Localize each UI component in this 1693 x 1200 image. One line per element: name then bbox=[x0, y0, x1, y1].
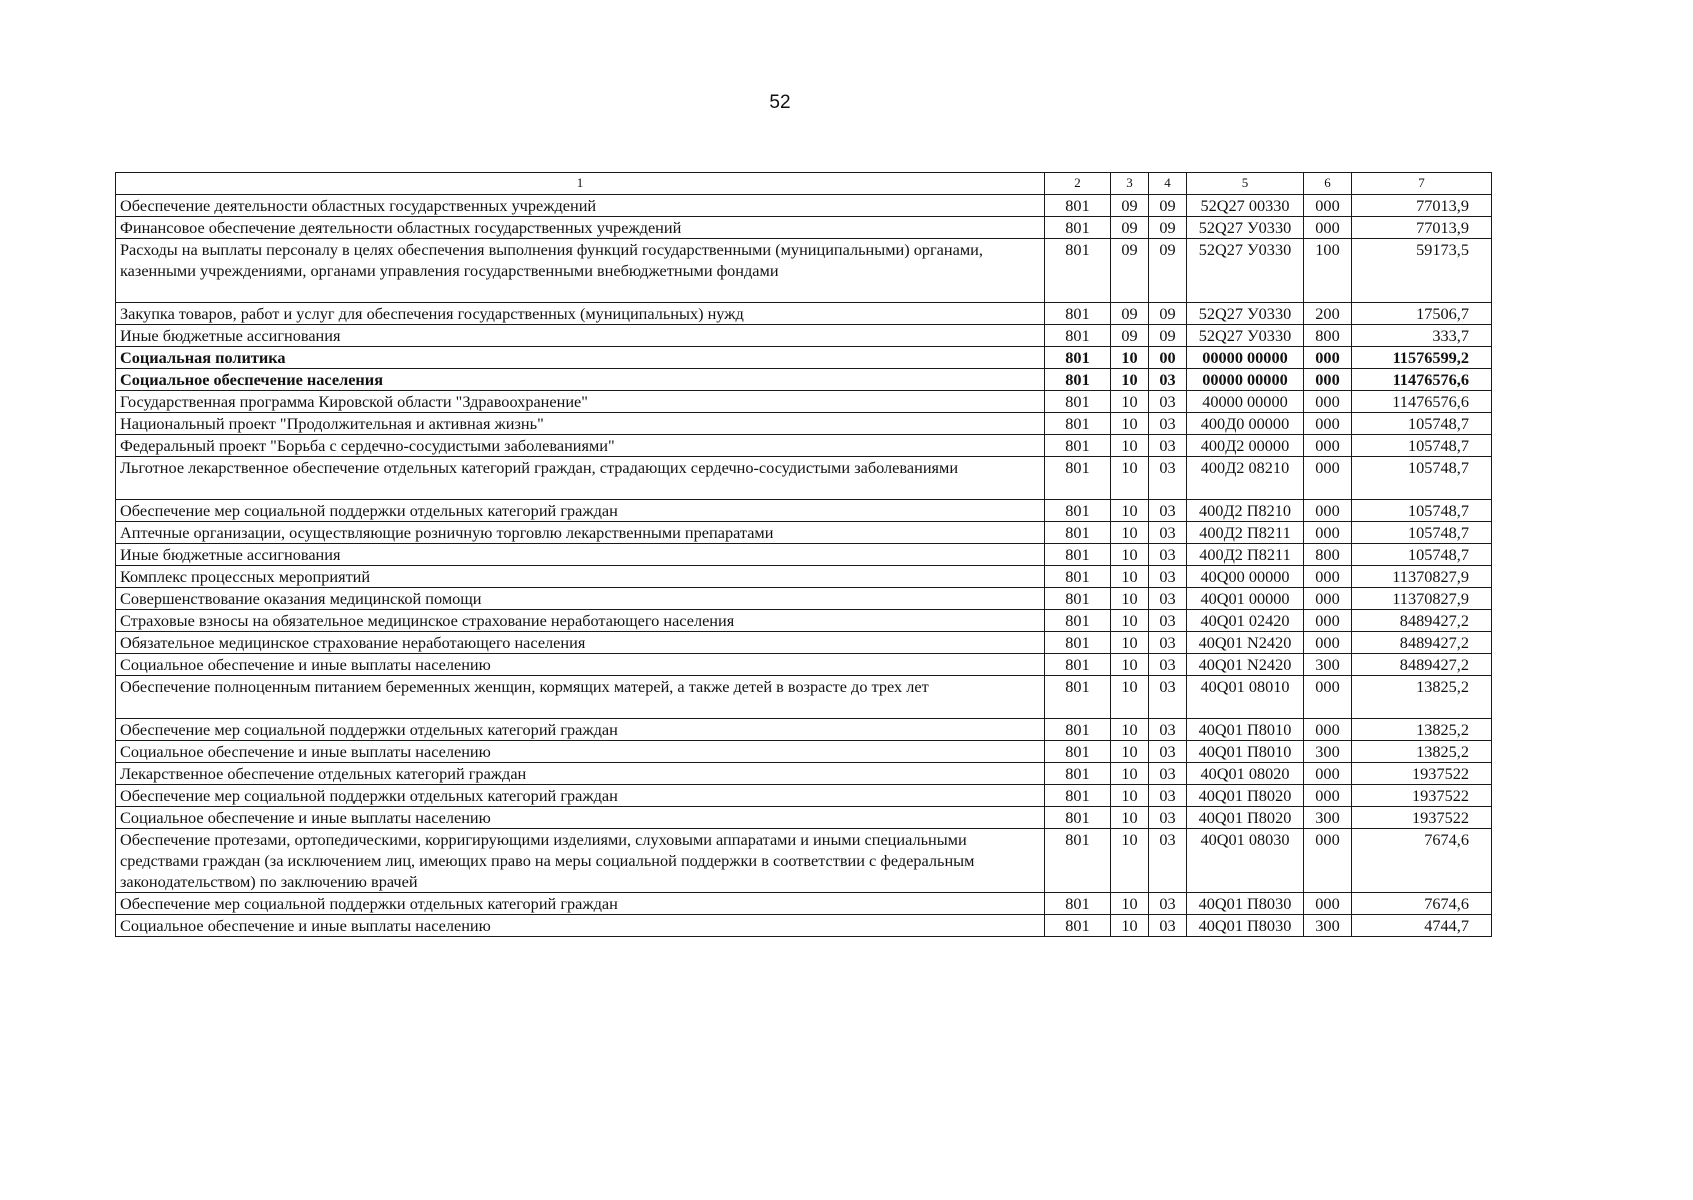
cell-code-4: 03 bbox=[1149, 741, 1187, 763]
header-cell: 7 bbox=[1352, 173, 1492, 195]
cell-code-5: 52Q27 00330 bbox=[1187, 195, 1304, 217]
cell-code-4: 03 bbox=[1149, 719, 1187, 741]
cell-code-2: 801 bbox=[1045, 303, 1111, 325]
cell-amount: 105748,7 bbox=[1352, 522, 1492, 544]
cell-code-4: 03 bbox=[1149, 807, 1187, 829]
cell-code-5: 40Q01 00000 bbox=[1187, 588, 1304, 610]
cell-code-3: 10 bbox=[1111, 588, 1149, 610]
cell-code-2: 801 bbox=[1045, 413, 1111, 435]
cell-description: Лекарственное обеспечение отдельных категорий граждан bbox=[116, 763, 1045, 785]
cell-code-4: 03 bbox=[1149, 610, 1187, 632]
cell-description: Социальное обеспечение и иные выплаты населению bbox=[116, 807, 1045, 829]
cell-code-6: 100 bbox=[1304, 239, 1352, 303]
header-row bbox=[116, 173, 1492, 195]
cell-code-5: 52Q27 У0330 bbox=[1187, 325, 1304, 347]
cell-code-4: 03 bbox=[1149, 566, 1187, 588]
cell-code-5: 400Д2 П8211 bbox=[1187, 544, 1304, 566]
table-row bbox=[116, 893, 1492, 915]
cell-code-5: 400Д2 00000 bbox=[1187, 435, 1304, 457]
header-cell: 5 bbox=[1187, 173, 1304, 195]
cell-code-5: 52Q27 У0330 bbox=[1187, 303, 1304, 325]
cell-amount: 13825,2 bbox=[1352, 676, 1492, 719]
cell-code-6: 300 bbox=[1304, 807, 1352, 829]
cell-code-3: 10 bbox=[1111, 435, 1149, 457]
cell-code-5: 40Q01 N2420 bbox=[1187, 632, 1304, 654]
cell-description: Обеспечение мер социальной поддержки отдельных категорий граждан bbox=[116, 719, 1045, 741]
cell-code-4: 09 bbox=[1149, 217, 1187, 239]
cell-amount: 59173,5 bbox=[1352, 239, 1492, 303]
table-row bbox=[116, 566, 1492, 588]
cell-code-2: 801 bbox=[1045, 893, 1111, 915]
cell-code-6: 000 bbox=[1304, 347, 1352, 369]
cell-amount: 333,7 bbox=[1352, 325, 1492, 347]
cell-code-4: 03 bbox=[1149, 391, 1187, 413]
cell-amount: 105748,7 bbox=[1352, 413, 1492, 435]
cell-description: Совершенствование оказания медицинской помощи bbox=[116, 588, 1045, 610]
table-row bbox=[116, 325, 1492, 347]
cell-code-5: 00000 00000 bbox=[1187, 347, 1304, 369]
cell-description: Расходы на выплаты персоналу в целях обеспечения выполнения функций государственными (муниципальными) органами, казенными учреждениями, органами управления государственными внебюджетными фондами bbox=[116, 239, 1045, 303]
cell-code-5: 40Q01 П8010 bbox=[1187, 741, 1304, 763]
cell-code-4: 03 bbox=[1149, 435, 1187, 457]
cell-code-2: 801 bbox=[1045, 915, 1111, 937]
table-row bbox=[116, 785, 1492, 807]
cell-code-3: 10 bbox=[1111, 654, 1149, 676]
cell-code-5: 00000 00000 bbox=[1187, 369, 1304, 391]
cell-code-3: 09 bbox=[1111, 217, 1149, 239]
table-row bbox=[116, 391, 1492, 413]
cell-code-3: 10 bbox=[1111, 763, 1149, 785]
cell-code-6: 000 bbox=[1304, 500, 1352, 522]
cell-code-6: 300 bbox=[1304, 654, 1352, 676]
cell-code-3: 09 bbox=[1111, 325, 1149, 347]
table-row bbox=[116, 544, 1492, 566]
table-row bbox=[116, 369, 1492, 391]
cell-code-2: 801 bbox=[1045, 325, 1111, 347]
cell-code-2: 801 bbox=[1045, 544, 1111, 566]
cell-code-5: 40Q01 08010 bbox=[1187, 676, 1304, 719]
table-row bbox=[116, 413, 1492, 435]
cell-amount: 1937522 bbox=[1352, 807, 1492, 829]
cell-code-2: 801 bbox=[1045, 719, 1111, 741]
header-cell: 6 bbox=[1304, 173, 1352, 195]
cell-code-4: 03 bbox=[1149, 893, 1187, 915]
cell-code-4: 03 bbox=[1149, 676, 1187, 719]
cell-code-2: 801 bbox=[1045, 829, 1111, 893]
cell-code-5: 52Q27 У0330 bbox=[1187, 239, 1304, 303]
cell-code-2: 801 bbox=[1045, 195, 1111, 217]
cell-code-4: 03 bbox=[1149, 522, 1187, 544]
cell-amount: 77013,9 bbox=[1352, 217, 1492, 239]
cell-code-5: 40Q00 00000 bbox=[1187, 566, 1304, 588]
cell-code-3: 10 bbox=[1111, 566, 1149, 588]
cell-code-2: 801 bbox=[1045, 763, 1111, 785]
cell-code-4: 03 bbox=[1149, 915, 1187, 937]
cell-description: Обеспечение мер социальной поддержки отдельных категорий граждан bbox=[116, 893, 1045, 915]
cell-code-4: 03 bbox=[1149, 829, 1187, 893]
cell-code-5: 400Д2 08210 bbox=[1187, 457, 1304, 500]
cell-description: Социальное обеспечение и иные выплаты населению bbox=[116, 915, 1045, 937]
cell-description: Обеспечение протезами, ортопедическими, корригирующими изделиями, слуховыми аппаратами и иными специальными средствами граждан (за исключением лиц, имеющих право на меры социальной поддержки в соответствии с федеральным законодательством) по заключению врачей bbox=[116, 829, 1045, 893]
cell-description: Иные бюджетные ассигнования bbox=[116, 544, 1045, 566]
table-row bbox=[116, 457, 1492, 500]
cell-code-6: 000 bbox=[1304, 610, 1352, 632]
cell-code-3: 10 bbox=[1111, 369, 1149, 391]
cell-code-5: 52Q27 У0330 bbox=[1187, 217, 1304, 239]
cell-code-3: 09 bbox=[1111, 195, 1149, 217]
table-row bbox=[116, 195, 1492, 217]
cell-code-5: 40Q01 02420 bbox=[1187, 610, 1304, 632]
cell-code-2: 801 bbox=[1045, 632, 1111, 654]
cell-code-4: 03 bbox=[1149, 500, 1187, 522]
cell-code-5: 40Q01 П8030 bbox=[1187, 915, 1304, 937]
table-row bbox=[116, 500, 1492, 522]
cell-code-3: 10 bbox=[1111, 893, 1149, 915]
cell-description: Льготное лекарственное обеспечение отдельных категорий граждан, страдающих сердечно-сосудистыми заболеваниями bbox=[116, 457, 1045, 500]
cell-code-3: 10 bbox=[1111, 676, 1149, 719]
cell-description: Обеспечение полноценным питанием беременных женщин, кормящих матерей, а также детей в возрасте до трех лет bbox=[116, 676, 1045, 719]
cell-description: Закупка товаров, работ и услуг для обеспечения государственных (муниципальных) нужд bbox=[116, 303, 1045, 325]
cell-description: Государственная программа Кировской области "Здравоохранение" bbox=[116, 391, 1045, 413]
cell-code-4: 09 bbox=[1149, 195, 1187, 217]
cell-code-6: 000 bbox=[1304, 522, 1352, 544]
cell-amount: 11370827,9 bbox=[1352, 566, 1492, 588]
cell-code-4: 03 bbox=[1149, 785, 1187, 807]
table-row bbox=[116, 347, 1492, 369]
cell-description: Социальное обеспечение и иные выплаты населению bbox=[116, 741, 1045, 763]
cell-code-2: 801 bbox=[1045, 500, 1111, 522]
cell-amount: 105748,7 bbox=[1352, 544, 1492, 566]
table-row bbox=[116, 719, 1492, 741]
cell-code-2: 801 bbox=[1045, 522, 1111, 544]
cell-code-6: 000 bbox=[1304, 566, 1352, 588]
cell-code-6: 000 bbox=[1304, 457, 1352, 500]
cell-code-3: 10 bbox=[1111, 807, 1149, 829]
table-row bbox=[116, 654, 1492, 676]
cell-code-2: 801 bbox=[1045, 676, 1111, 719]
cell-amount: 17506,7 bbox=[1352, 303, 1492, 325]
cell-code-3: 10 bbox=[1111, 610, 1149, 632]
cell-code-2: 801 bbox=[1045, 391, 1111, 413]
cell-amount: 8489427,2 bbox=[1352, 610, 1492, 632]
cell-code-5: 40Q01 П8020 bbox=[1187, 785, 1304, 807]
cell-code-3: 10 bbox=[1111, 347, 1149, 369]
cell-code-4: 03 bbox=[1149, 588, 1187, 610]
cell-code-6: 000 bbox=[1304, 719, 1352, 741]
cell-description: Обеспечение деятельности областных государственных учреждений bbox=[116, 195, 1045, 217]
cell-amount: 77013,9 bbox=[1352, 195, 1492, 217]
cell-code-6: 000 bbox=[1304, 435, 1352, 457]
cell-amount: 11476576,6 bbox=[1352, 391, 1492, 413]
cell-code-6: 800 bbox=[1304, 325, 1352, 347]
cell-code-2: 801 bbox=[1045, 654, 1111, 676]
cell-description: Финансовое обеспечение деятельности областных государственных учреждений bbox=[116, 217, 1045, 239]
cell-code-4: 03 bbox=[1149, 654, 1187, 676]
cell-code-3: 10 bbox=[1111, 413, 1149, 435]
cell-code-2: 801 bbox=[1045, 566, 1111, 588]
cell-amount: 8489427,2 bbox=[1352, 632, 1492, 654]
cell-amount: 7674,6 bbox=[1352, 829, 1492, 893]
cell-code-2: 801 bbox=[1045, 610, 1111, 632]
cell-code-6: 300 bbox=[1304, 915, 1352, 937]
cell-code-3: 10 bbox=[1111, 741, 1149, 763]
cell-amount: 11576599,2 bbox=[1352, 347, 1492, 369]
cell-code-4: 09 bbox=[1149, 325, 1187, 347]
cell-code-6: 000 bbox=[1304, 369, 1352, 391]
cell-code-6: 800 bbox=[1304, 544, 1352, 566]
cell-code-3: 10 bbox=[1111, 522, 1149, 544]
cell-description: Социальное обеспечение населения bbox=[116, 369, 1045, 391]
table-row bbox=[116, 915, 1492, 937]
cell-amount: 105748,7 bbox=[1352, 435, 1492, 457]
table-body bbox=[116, 195, 1492, 937]
cell-description: Социальная политика bbox=[116, 347, 1045, 369]
cell-code-6: 000 bbox=[1304, 829, 1352, 893]
cell-description: Обязательное медицинское страхование неработающего населения bbox=[116, 632, 1045, 654]
cell-amount: 105748,7 bbox=[1352, 457, 1492, 500]
cell-code-2: 801 bbox=[1045, 347, 1111, 369]
cell-code-4: 09 bbox=[1149, 239, 1187, 303]
header-cell: 3 bbox=[1111, 173, 1149, 195]
cell-code-2: 801 bbox=[1045, 588, 1111, 610]
cell-amount: 4744,7 bbox=[1352, 915, 1492, 937]
cell-code-5: 40Q01 П8020 bbox=[1187, 807, 1304, 829]
cell-code-6: 000 bbox=[1304, 413, 1352, 435]
cell-code-4: 03 bbox=[1149, 369, 1187, 391]
cell-description: Иные бюджетные ассигнования bbox=[116, 325, 1045, 347]
cell-code-6: 000 bbox=[1304, 893, 1352, 915]
table-row bbox=[116, 741, 1492, 763]
cell-code-6: 000 bbox=[1304, 763, 1352, 785]
cell-code-5: 40Q01 П8030 bbox=[1187, 893, 1304, 915]
table-row bbox=[116, 610, 1492, 632]
cell-code-5: 40Q01 08020 bbox=[1187, 763, 1304, 785]
table-row bbox=[116, 763, 1492, 785]
cell-code-2: 801 bbox=[1045, 435, 1111, 457]
cell-code-2: 801 bbox=[1045, 369, 1111, 391]
cell-amount: 13825,2 bbox=[1352, 741, 1492, 763]
cell-code-5: 400Д2 П8210 bbox=[1187, 500, 1304, 522]
cell-code-3: 10 bbox=[1111, 544, 1149, 566]
budget-table bbox=[115, 172, 1492, 937]
cell-amount: 11476576,6 bbox=[1352, 369, 1492, 391]
cell-code-6: 200 bbox=[1304, 303, 1352, 325]
table-row bbox=[116, 676, 1492, 719]
cell-code-2: 801 bbox=[1045, 741, 1111, 763]
cell-description: Обеспечение мер социальной поддержки отдельных категорий граждан bbox=[116, 785, 1045, 807]
cell-code-2: 801 bbox=[1045, 217, 1111, 239]
table-row bbox=[116, 217, 1492, 239]
cell-code-2: 801 bbox=[1045, 239, 1111, 303]
header-cell: 4 bbox=[1149, 173, 1187, 195]
cell-code-5: 40Q01 N2420 bbox=[1187, 654, 1304, 676]
cell-description: Обеспечение мер социальной поддержки отдельных категорий граждан bbox=[116, 500, 1045, 522]
cell-code-4: 09 bbox=[1149, 303, 1187, 325]
cell-code-6: 300 bbox=[1304, 741, 1352, 763]
cell-code-4: 03 bbox=[1149, 457, 1187, 500]
cell-code-4: 03 bbox=[1149, 632, 1187, 654]
header-cell: 2 bbox=[1045, 173, 1111, 195]
table-row bbox=[116, 435, 1492, 457]
table-row bbox=[116, 239, 1492, 303]
cell-code-6: 000 bbox=[1304, 195, 1352, 217]
cell-amount: 13825,2 bbox=[1352, 719, 1492, 741]
cell-code-3: 10 bbox=[1111, 500, 1149, 522]
cell-code-3: 10 bbox=[1111, 719, 1149, 741]
cell-amount: 1937522 bbox=[1352, 785, 1492, 807]
cell-code-3: 10 bbox=[1111, 915, 1149, 937]
cell-code-4: 03 bbox=[1149, 413, 1187, 435]
cell-description: Комплекс процессных мероприятий bbox=[116, 566, 1045, 588]
cell-description: Национальный проект "Продолжительная и активная жизнь" bbox=[116, 413, 1045, 435]
table-row bbox=[116, 303, 1492, 325]
cell-code-2: 801 bbox=[1045, 785, 1111, 807]
cell-code-6: 000 bbox=[1304, 391, 1352, 413]
cell-code-6: 000 bbox=[1304, 785, 1352, 807]
cell-code-3: 10 bbox=[1111, 457, 1149, 500]
cell-code-2: 801 bbox=[1045, 457, 1111, 500]
cell-code-6: 000 bbox=[1304, 676, 1352, 719]
cell-code-4: 03 bbox=[1149, 763, 1187, 785]
cell-code-6: 000 bbox=[1304, 217, 1352, 239]
table-row bbox=[116, 829, 1492, 893]
table-row bbox=[116, 522, 1492, 544]
header-cell: 1 bbox=[116, 173, 1045, 195]
cell-code-4: 03 bbox=[1149, 544, 1187, 566]
cell-amount: 8489427,2 bbox=[1352, 654, 1492, 676]
table-row bbox=[116, 588, 1492, 610]
cell-description: Федеральный проект "Борьба с сердечно-сосудистыми заболеваниями" bbox=[116, 435, 1045, 457]
table-row bbox=[116, 807, 1492, 829]
cell-code-5: 400Д2 П8211 bbox=[1187, 522, 1304, 544]
table-row bbox=[116, 632, 1492, 654]
page-number: 52 bbox=[769, 92, 791, 113]
cell-amount: 105748,7 bbox=[1352, 500, 1492, 522]
cell-amount: 7674,6 bbox=[1352, 893, 1492, 915]
cell-code-6: 000 bbox=[1304, 588, 1352, 610]
cell-description: Социальное обеспечение и иные выплаты населению bbox=[116, 654, 1045, 676]
cell-code-6: 000 bbox=[1304, 632, 1352, 654]
cell-description: Аптечные организации, осуществляющие розничную торговлю лекарственными препаратами bbox=[116, 522, 1045, 544]
cell-code-2: 801 bbox=[1045, 807, 1111, 829]
cell-code-3: 09 bbox=[1111, 303, 1149, 325]
cell-code-5: 40Q01 08030 bbox=[1187, 829, 1304, 893]
cell-description: Страховые взносы на обязательное медицинское страхование неработающего населения bbox=[116, 610, 1045, 632]
cell-code-5: 400Д0 00000 bbox=[1187, 413, 1304, 435]
cell-code-3: 09 bbox=[1111, 239, 1149, 303]
cell-amount: 1937522 bbox=[1352, 763, 1492, 785]
cell-code-3: 10 bbox=[1111, 785, 1149, 807]
cell-code-5: 40000 00000 bbox=[1187, 391, 1304, 413]
cell-code-3: 10 bbox=[1111, 391, 1149, 413]
cell-amount: 11370827,9 bbox=[1352, 588, 1492, 610]
cell-code-3: 10 bbox=[1111, 632, 1149, 654]
cell-code-3: 10 bbox=[1111, 829, 1149, 893]
cell-code-5: 40Q01 П8010 bbox=[1187, 719, 1304, 741]
cell-code-4: 00 bbox=[1149, 347, 1187, 369]
